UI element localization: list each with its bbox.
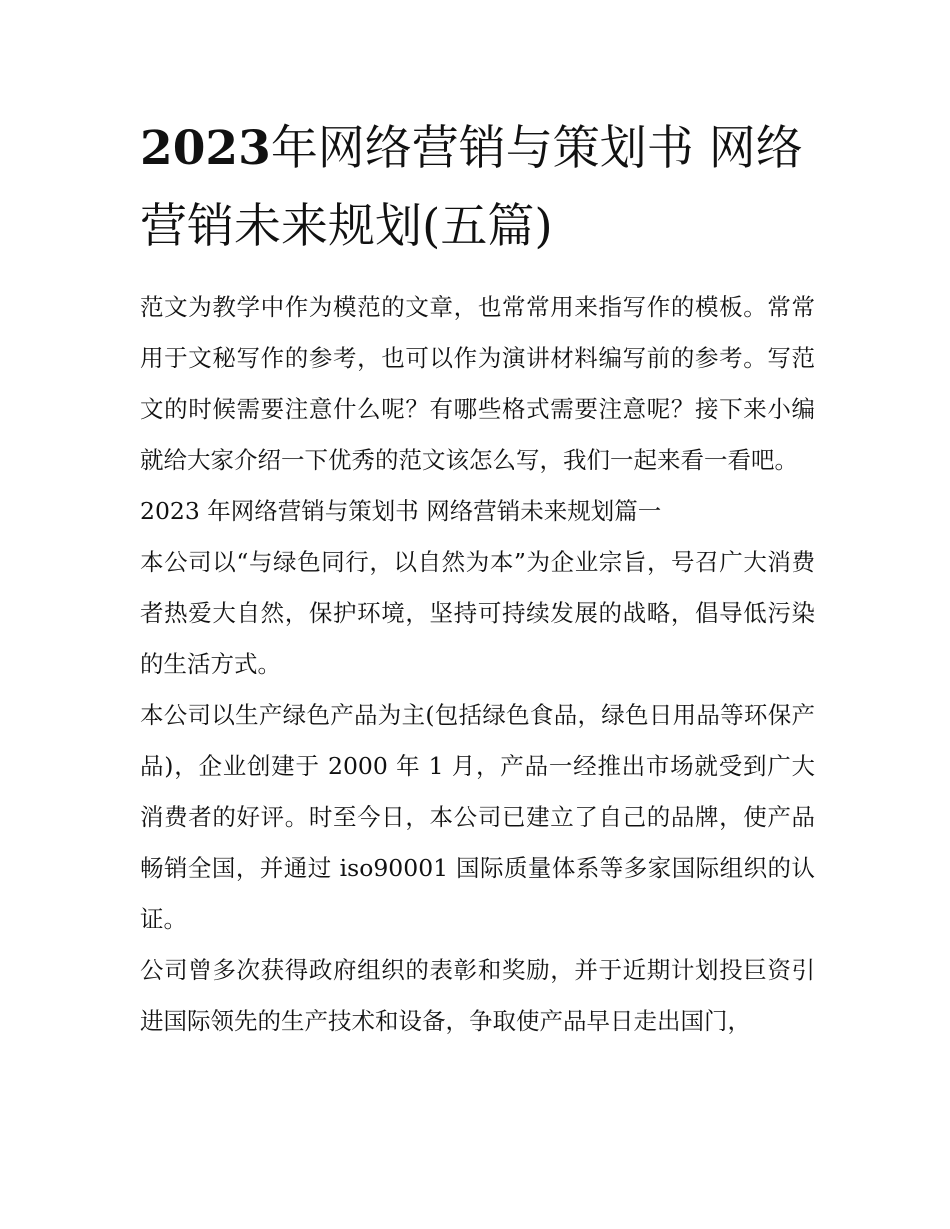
document-page	[140, 110, 815, 1047]
document-title	[140, 110, 815, 266]
body-paragraph-2: 本公司以生产绿色产品为主(包括绿色食品，绿色日用品等环保产品)，企业创建于 2000 年 1 月，产品一经推出市场就受到广大消费者的好评。时至今日，本公司已建立了自己的品牌，使产品畅销全国，并通过 iso90001 国际质量体系等多家国际组织的认证。	[140, 701, 815, 933]
body-paragraph-1: 本公司以“与绿色同行，以自然为本”为企业宗旨，号召广大消费者热爱大自然，保护环境，坚持可持续发展的战略，倡导低污染的生活方式。	[140, 548, 815, 678]
body-paragraph-3: 公司曾多次获得政府组织的表彰和奖励，并于近期计划投巨资引进国际领先的生产技术和设备，争取使产品早日走出国门，	[140, 956, 815, 1035]
title-text: 年网络营销与策划书 网络营销未来规划(五篇)	[140, 121, 803, 254]
intro-paragraph: 范文为教学中作为模范的文章，也常常用来指写作的模板。常常用于文秘写作的参考，也可以作为演讲材料编写前的参考。写范文的时候需要注意什么呢？有哪些格式需要注意呢？接下来小编就给大家介绍一下优秀的范文该怎么写，我们一起来看一看吧。	[140, 293, 815, 474]
title-year: 2023	[140, 121, 271, 176]
section-heading: 2023 年网络营销与策划书 网络营销未来规划篇一	[140, 497, 662, 525]
